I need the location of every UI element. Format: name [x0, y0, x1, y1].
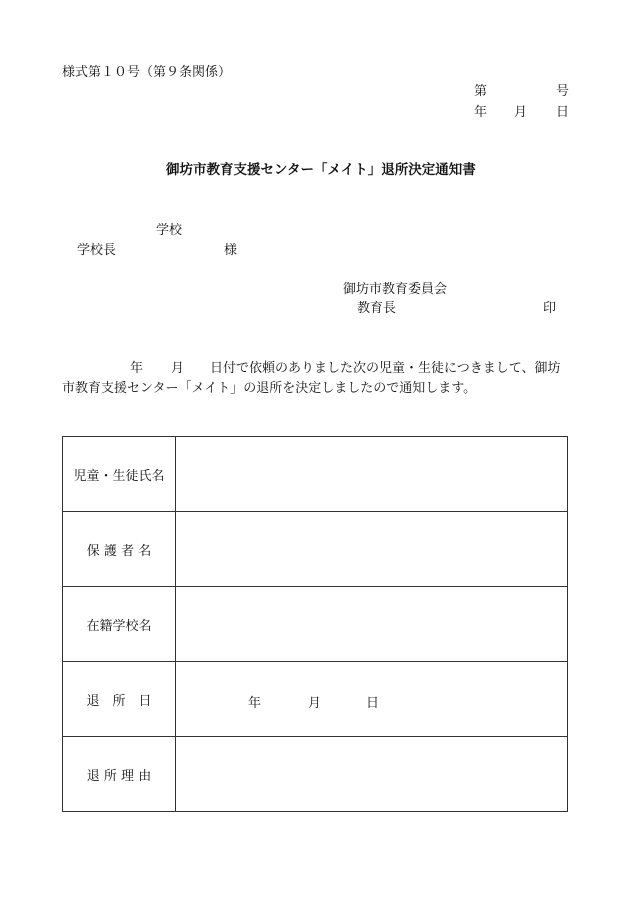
body-month: 月 [171, 361, 185, 376]
student-name-field[interactable] [176, 437, 568, 512]
document-title: 御坊市教育支援センター「メイト」退所決定通知書 [166, 162, 476, 178]
school-name-label: 在籍学校名 [63, 587, 176, 662]
body-year: 年 [130, 361, 144, 376]
exit-date-field[interactable] [176, 662, 568, 737]
exit-reason-field[interactable] [176, 737, 568, 812]
table-row [63, 737, 568, 812]
student-name-label: 児童・生徒氏名 [63, 437, 176, 512]
exit-date-day: 日 [366, 696, 380, 711]
honorific: 様 [224, 243, 238, 258]
doc-no-prefix: 第 [474, 84, 488, 99]
exit-date-month: 月 [308, 696, 322, 711]
seal-mark: 印 [543, 301, 557, 316]
table-row [63, 587, 568, 662]
school-label: 学校 [156, 223, 183, 238]
exit-date-label: 退 所 日 [63, 662, 176, 737]
issuer-organization: 御坊市教育委員会 [343, 282, 448, 297]
body-line-2: 市教育支援センター「メイト」の退所を決定しましたので通知します。 [62, 381, 477, 396]
issue-date-year: 年 [474, 105, 488, 120]
doc-no-suffix: 号 [556, 84, 570, 99]
table-row [63, 662, 568, 737]
issue-date-month: 月 [514, 105, 528, 120]
issue-date-day: 日 [556, 105, 570, 120]
guardian-name-field[interactable] [176, 512, 568, 587]
principal-label: 学校長 [77, 243, 117, 258]
exit-date-parts [248, 692, 379, 711]
table-row [63, 437, 568, 512]
body-line-1: 日付で依頼のありました次の児童・生徒につきまして、御坊 [210, 361, 561, 376]
form-number: 様式第１０号（第９条関係） [62, 65, 232, 80]
exit-date-year: 年 [248, 696, 262, 711]
details-table [62, 436, 568, 812]
table-row [63, 512, 568, 587]
exit-reason-label: 退 所 理 由 [63, 737, 176, 812]
issuer-title: 教育長 [357, 301, 397, 316]
school-name-field[interactable] [176, 587, 568, 662]
guardian-name-label: 保 護 者 名 [63, 512, 176, 587]
